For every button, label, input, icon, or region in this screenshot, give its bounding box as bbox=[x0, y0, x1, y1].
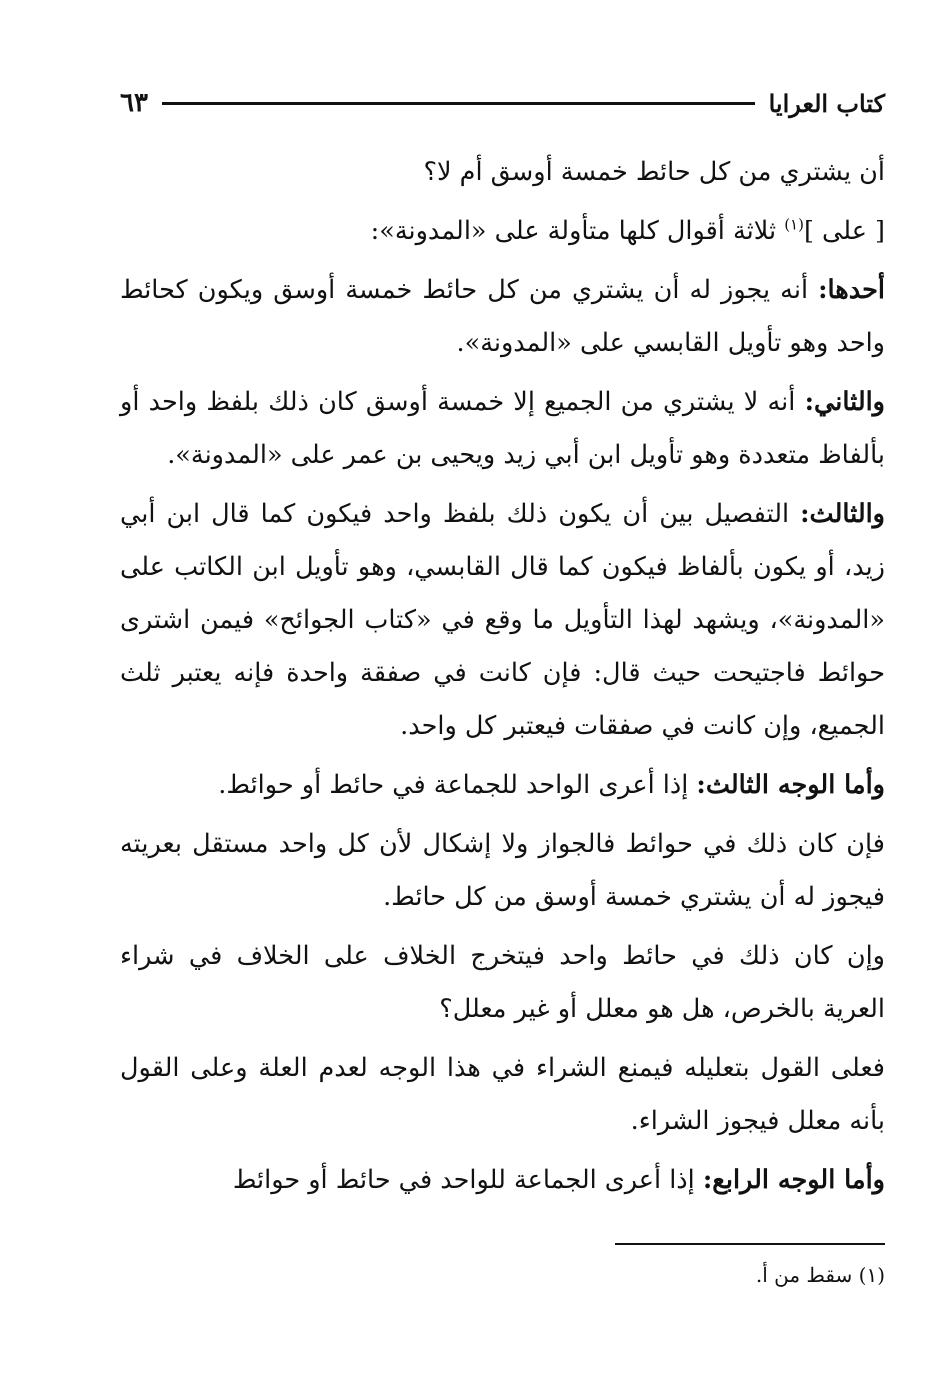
paragraph-text: ثلاثة أقوال كلها متأولة على «المدونة»: bbox=[370, 216, 785, 246]
paragraph bbox=[120, 488, 885, 753]
footnote: (١) سقط من أ. bbox=[755, 1263, 885, 1287]
book-page bbox=[120, 80, 885, 1320]
paragraph bbox=[120, 376, 885, 482]
paragraph-lead: والثالث: bbox=[800, 499, 885, 529]
paragraph-text: أن يشتري من كل حائط خمسة أوسق أم لا؟ bbox=[423, 157, 885, 187]
header-rule bbox=[162, 102, 755, 105]
paragraph bbox=[120, 146, 885, 199]
paragraph bbox=[120, 205, 885, 258]
paragraph-lead: والثاني: bbox=[804, 387, 885, 417]
paragraph bbox=[120, 264, 885, 370]
paragraph bbox=[120, 1042, 885, 1148]
paragraph-text: إذا أعرى الجماعة للواحد في حائط أو حوائط bbox=[232, 1165, 703, 1195]
body-text bbox=[120, 146, 885, 1207]
paragraph-bracket-text: [ على ] bbox=[803, 216, 885, 246]
paragraph-text: وإن كان ذلك في حائط واحد فيتخرج الخلاف على الخلاف في شراء العرية بالخرص، هل هو معلل أو غير معلل؟ bbox=[120, 941, 885, 1024]
paragraph-text: إذا أعرى الواحد للجماعة في حائط أو حوائط. bbox=[218, 770, 697, 800]
footnote-reference: (١) bbox=[784, 215, 804, 234]
running-title: كتاب العرايا bbox=[768, 88, 885, 118]
paragraph bbox=[120, 1154, 885, 1207]
paragraph bbox=[120, 759, 885, 812]
paragraph bbox=[120, 818, 885, 924]
paragraph-lead: أحدها: bbox=[818, 275, 885, 305]
footnote-rule bbox=[615, 1243, 885, 1245]
paragraph-text: أنه لا يشتري من الجميع إلا خمسة أوسق كان ذلك بلفظ واحد أو بألفاظ متعددة وهو تأويل ابن أبي زيد ويحيى بن عمر على «المدونة». bbox=[120, 387, 885, 470]
paragraph-lead: وأما الوجه الرابع: bbox=[702, 1165, 885, 1195]
paragraph-text: فإن كان ذلك في حوائط فالجواز ولا إشكال لأن كل واحد مستقل بعريته فيجوز له أن يشتري خمسة أوسق من كل حائط. bbox=[120, 829, 885, 912]
paragraph-text: أنه يجوز له أن يشتري من كل حائط خمسة أوسق ويكون كحائط واحد وهو تأويل القابسي على «المدونة». bbox=[120, 275, 885, 358]
page-number: ٦٣ bbox=[120, 88, 148, 118]
paragraph-text: فعلى القول بتعليله فيمنع الشراء في هذا الوجه لعدم العلة وعلى القول بأنه معلل فيجوز الشراء. bbox=[120, 1053, 885, 1136]
running-header bbox=[120, 80, 885, 126]
paragraph-text: التفصيل بين أن يكون ذلك بلفظ واحد فيكون كما قال ابن أبي زيد، أو يكون بألفاظ فيكون كما قال القابسي، وهو تأويل ابن الكاتب على «المدونة»، ويشهد لهذا التأويل ما وقع في «كتاب الجوائح» فيمن اشترى حوائط فاجتيحت حيث قال: فإن كانت في صفقة واحدة فإنه يعتبر ثلث الجميع، وإن كانت في صفقات فيعتبر كل واحد. bbox=[120, 499, 885, 741]
paragraph-lead: وأما الوجه الثالث: bbox=[696, 770, 885, 800]
paragraph bbox=[120, 930, 885, 1036]
